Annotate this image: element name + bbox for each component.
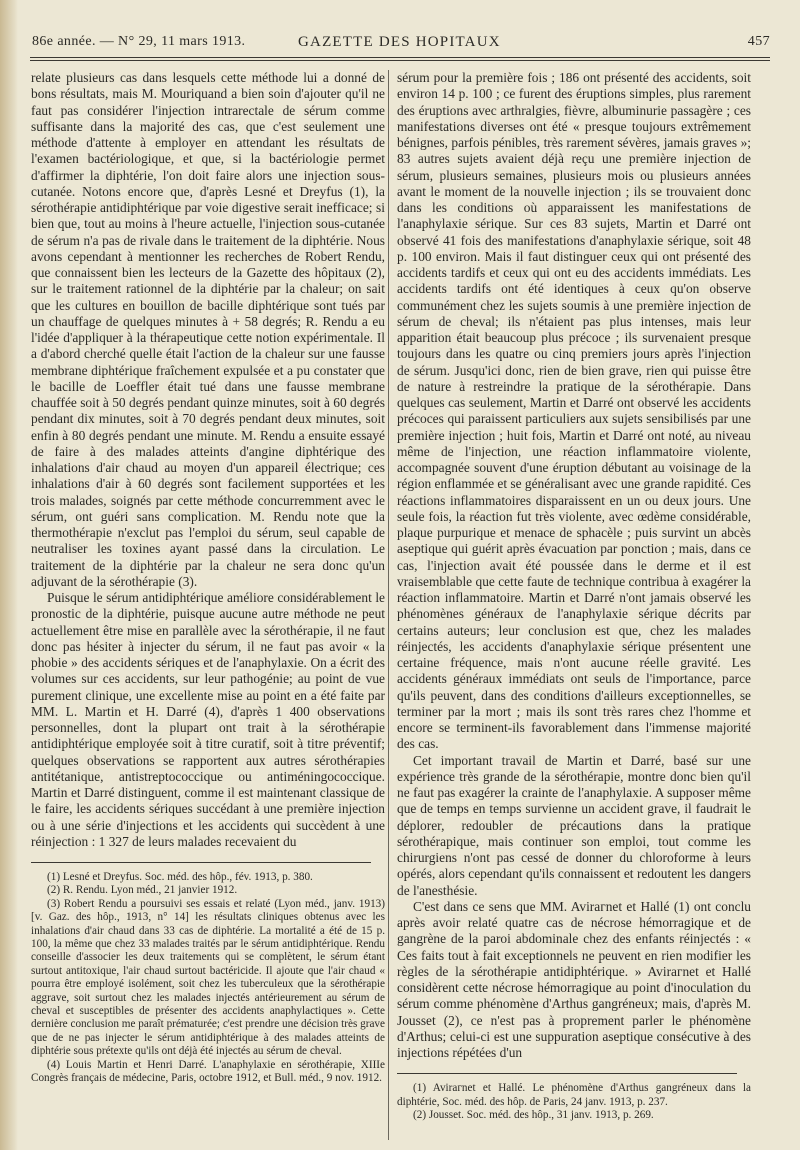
body-paragraph: C'est dans ce sens que MM. Avirагnet et Hallé (1) ont conclu après avoir relaté quatre cas de nécrose hémorragique et de gangrène de la paroi abdominale chez des enfants réinjectés : « Ces faits tout à fait exceptionnels ne peuvent en rien modifier les règles de la sérothérapie antidiphtérique. » Avirагnet et Hallé considèrent cette nécrose hémorragique au point d'inoculation du sérum comme phénomène d'Arthus gangréneux; mais, d'après M. Jousset (2), ce n'est pas à proprement parler le phénomène d'Arthus; celui-ci est une suppuration aseptique consécutive à des injections répétées d'un: [397, 898, 751, 1060]
header-rule: [30, 57, 770, 58]
footnote: (1) Avirагnet et Hallé. Le phénomène d'Arthus gangréneux dans la diphtérie, Soc. méd. des hôp. de Paris, 24 janv. 1913, p. 237.: [397, 1082, 751, 1108]
footnote: (2) Jousset. Soc. méd. des hôp., 31 janv. 1913, p. 269.: [413, 1109, 654, 1122]
left-column: [31, 70, 385, 1086]
body-paragraph: sérum pour la première fois ; 186 ont présenté des accidents, soit environ 14 p. 100 ; ce furent des éruptions simples, plus rarement des éruptions avec arthralgies, fièvre, albuminurie passagère ; ces manifestations diverses ont été « presque toujours extrêmement bénignes, parfois pénibles, très rarement sévères, jamais graves »; 83 autres sujets avaient déjà reçu une première injection de sérum, plusieurs semaines, plusieurs mois ou plusieurs années avant le moment de la nouvelle injection ; ils se trouvaient donc dans les conditions où apparaissent les manifestations de l'anaphylaxie sérique. Sur ces 83 sujets, Martin et Darré ont observé 41 fois des manifestations d'anaphylaxie sérique, soit 48 p. 100 environ. Mais il faut distinguer ceux qui ont présenté des accidents tardifs et ceux qui ont eu des accidents immédiats. Les accidents tardifs ont été identiques à ceux qu'on observe communément chez les sujets soumis à une première injection de sérum de cheval; ils n'étaient pas plus intenses, mais leur apparition était beaucoup plus précoce ; ils survenaient presque toujours dans les quatre ou cinq premiers jours après l'injection de sérum. Jusqu'ici donc, rien de bien grave, rien qui puisse être de nature à restreindre la pratique de la sérothérapie. Dans quelques cas seulement, Martin et Darré ont observé les accidents précoces qui paraissent particuliers aux sujets sensibilisés par une première injection ; huit fois, Martin et Darré ont noté, au niveau même de l'injection, une réaction inflammatoire violente, accompagnée souvent d'une éruption débutant au voisinage de la région enflammée et se généralisant avec une grande rapidité. Ces réactions inflammatoires disparaissent en un ou deux jours. Une seule fois, la réaction fut très violente, avec œdème considérable, plaque purpurique et menace de sphacèle ; puis survint un abcès aseptique qui guérit après évacuation par ponction ; mais, dans ce cas, l'injection avait été poussée dans le derme et il est vraisemblable que cette faute de technique contribua à exagérer la réaction inflammatoire. Martin et Darré n'ont jamais observé les phénomènes généraux de l'anaphylaxie sérique décrits par certains auteurs; leur conclusion est que, chez les malades réinjectés, les accidents d'anaphylaxie sérique présentent une certaine fréquence, mais n'ont aucune réelle gravité. Les accidents généraux immédiats ont seuls de l'importance, parce qu'ils peuvent, dans des conditions d'ailleurs exceptionnelles, se terminer par la mort ; mais ils sont très rares chez l'homme et encore se terminent-ils favorablement dans l'immense majorité des cas.: [397, 70, 751, 752]
right-column: [397, 70, 751, 1122]
page-number: 457: [747, 34, 770, 49]
footnote-rule: [31, 862, 371, 863]
column-divider: [388, 70, 389, 1140]
body-paragraph: relate plusieurs cas dans lesquels cette méthode lui a donné de bons résultats, mais M. Mouriquand a bien soin d'ajouter qu'il ne faut pas considérer l'injection intrarectale de sérum comme suffisante dans la majorité des cas, que c'est seulement une méthode d'attente à employer en attendant les résultats de l'examen bactériologique, et que, si la bactériologie permet d'affirmer la diphtérie, l'on doit faire alors une injection sous-cutanée. Notons encore que, d'après Lesné et Dreyfus (1), la sérothérapie antidiphtérique par voie digestive serait inefficace; si bien que, tout au moins à l'heure actuelle, l'injection sous-cutanée de sérum n'a pas de rivale dans le traitement de la diphtérie. Nous avons cependant à mentionner les recherches de Robert Rendu, que connaissent bien les lecteurs de la Gazette des hôpitaux (2), sur le traitement rationnel de la diphtérie par la chaleur; on sait que les cultures en bouillon de bacille diphtérique sont tués par un chauffage de quelques minutes à + 58 degrés; R. Rendu a eu l'idée d'appliquer à la thérapeutique cette notion expérimentale. Il a d'abord cherché quelle était l'action de la chaleur sur une fausse membrane diphtérique fraîchement expulsée et a pu constater que le bacille de Loeffler était tué dans une fausse membrane chauffée soit à 50 degrés pendant quinze minutes, soit à 60 degrés pendant dix minutes, soit à 70 degrés pendant deux minutes, soit enfin à 80 degrés pendant une minute. M. Rendu a ensuite essayé de faire à des malades atteints d'angine diphtérique des inhalations d'air chaud au moyen d'un appareil électrique; ces inhalations d'air à 60 degrés sont facilement supportées et les trois malades, soignés par cette méthode concurremment avec le sérum, ont guéri sans complication. M. Rendu note que la thermothérapie n'exclut pas l'emploi du sérum, seul capable de neutraliser les toxines ayant passé dans la circulation. Le traitement de la diphtérie par la chaleur ne sera donc qu'un adjuvant de la sérothérapie (3).: [31, 70, 385, 589]
page-edge-shadow: [0, 0, 18, 1150]
footnote: (1) Lesné et Dreyfus. Soc. méd. des hôp., fév. 1913, p. 380.: [47, 871, 313, 883]
footnote: (3) Robert Rendu a poursuivi ses essais et relaté (Lyon méd., janv. 1913) [v. Gaz. des hôp., 1913, n° 14] les résultats cliniques obtenus avec les inhalations d'air chaud dans 33 cas de diphtérie. La mortalité a été de 15 p. 100, la même que chez 33 malades traités par le sérum antidiphtérique. Rendu conseille d'associer les deux traitements qui se complètent, le sérum étant surtout antitoxique, l'air chaud surtout bactéricide. Il ajoute que l'air chaud « pourra être employé isolément, soit chez les tuberculeux que la sérothérapie aggrave, soit surtout chez les malades injectés antérieurement au sérum de cheval et susceptibles de présenter des accidents anaphylactiques ». Cette dernière conclusion me paraît prématurée; c'est prendre une décision très grave que de ne pas injecter le sérum antidiphtérique à des malades atteints de diphtérie sous prétexte qu'ils ont déjà été injectés au sérum de cheval.: [31, 897, 385, 1058]
footnote: (2) R. Rendu. Lyon méd., 21 janvier 1912.: [47, 884, 238, 897]
header-rule-thin: [30, 60, 770, 61]
journal-title: GAZETTE DES HOPITAUX: [298, 34, 501, 50]
body-paragraph: Cet important travail de Martin et Darré, basé sur une expérience très grande de la sérothérapie, montre donc bien qu'il ne faut pas exagérer la crainte de l'anaphylaxie. A supposer même que de temps en temps survienne un accident grave, il faudrait le déplorer, redoubler de précautions dans la pratique sérothérapique, mais continuer son emploi, tout comme les chirurgiens n'ont pas cessé de donner du chloroforme à leurs opérés, alors cependant qu'ils connaissent et redoutent les dangers de l'anesthésie.: [397, 752, 751, 898]
body-paragraph: Puisque le sérum antidiphtérique améliore considérablement le pronostic de la diphtérie, puisque aucune autre méthode ne peut actuellement être mise en parallèle avec la sérothérapie, il ne faut donc pas hésiter à injecter du sérum, il ne faut pas avoir « la phobie » des accidents sériques et de l'anaphylaxie. On a écrit des volumes sur ces accidents, sur leur pathogénie; au point de vue purement clinique, une excellente mise au point en a été faite par MM. L. Martin et H. Darré (4), d'après 1 400 observations personnelles, dont la plupart ont trait à la sérothérapie antidiphtérique employée soit à titre curatif, soit à titre préventif; quelques observations se rapportent aux autres sérothérapies antitétanique, antistreptococcique ou antiméningococcique. Martin et Darré distinguent, comme il est maintenant classique de le faire, les accidents sériques succédant à une première injection ou à une série d'injections et les accidents qui succèdent à une réinjection : 1 327 de leurs malades recevaient du: [31, 590, 385, 849]
issue-info: 86e année. — N° 29, 11 mars 1913.: [32, 34, 246, 49]
footnote: (4) Louis Martin et Henri Darré. L'anaphylaxie en sérothérapie, XIIIe Congrès français de médecine, Paris, octobre 1912, et Bull. méd., 9 nov. 1912.: [31, 1058, 385, 1085]
running-header: [32, 34, 770, 56]
footnote-rule: [397, 1073, 737, 1074]
